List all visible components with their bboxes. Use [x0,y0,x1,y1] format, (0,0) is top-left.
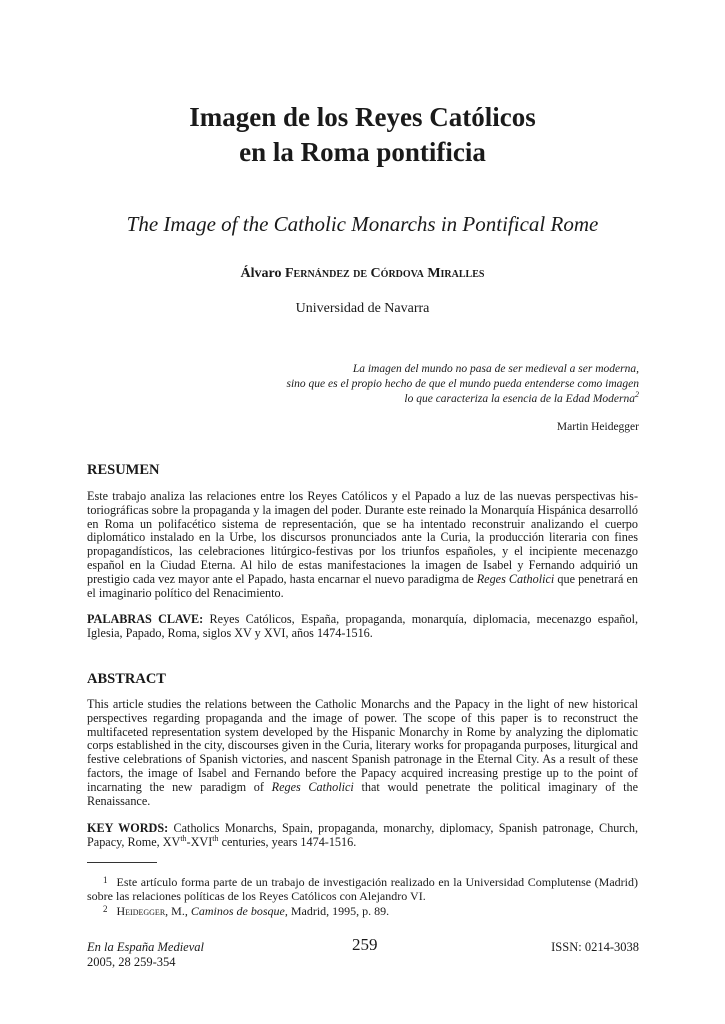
author-first-name: Álvaro [240,266,285,281]
footnote-1-text: Este artículo forma parte de un trabajo de investigación realizado en la Universidad Complutense (Madrid) sobre las relaciones políticas de los Reyes Católicos con Alejandro VI. [87,875,638,903]
key-words-text-2: -XVI [186,834,213,849]
resumen-text-italic: Reges Catholici [476,571,555,586]
key-words-label: KEY WORDS: [87,821,169,835]
issn: ISSN: 0214-3038 [551,940,639,954]
author-affiliation: Universidad de Navarra [295,301,430,316]
abstract-paragraph [87,698,638,808]
footnote-1 [87,873,638,903]
epigraph-footnote-ref[interactable]: 2 [635,390,639,400]
palabras-clave-label: PALABRAS CLAVE: [87,612,204,626]
author-name [0,265,725,283]
palabras-clave-text: Reyes Católicos, España, propaganda, monarquía, diplomacia, mecenazgo español, Iglesia, Papado, Roma, siglos XV y XVI, años 1474-1516. [87,612,639,640]
epigraph-line-1: La imagen del mundo no pasa de ser medieval a ser moderna, [352,363,639,375]
title-line-1: Imagen de los Reyes Católicos [189,102,536,132]
footnote-2-number: 2 [103,904,108,914]
epigraph-line-2: sino que es el propio hecho de que el mundo pueda entenderse como imagen [286,378,639,390]
footnote-2-title: Caminos de bosque [190,904,285,918]
footnote-1-number: 1 [103,875,108,885]
journal-citation [87,940,204,970]
english-title: The Image of the Catholic Monarchs in Pontifical Rome [126,212,599,236]
article-title [0,100,725,170]
author-last-name: Fernández de Córdova Miralles [285,266,485,281]
journal-volume: 2005, 28 259-354 [87,955,176,969]
key-words-text-3: centuries, years 1474-1516. [218,834,357,849]
key-words [87,822,638,850]
footnote-2-mid: , M., [165,904,191,918]
page-number: 259 [352,935,378,954]
key-words-sup-2: th [212,833,219,843]
abstract-text-1: This article studies the relations between the Catholic Monarchs and the Papacy in the light of new historical perspectives regarding propaganda and the image of power. The scope of this paper is to reconstruct the multifaceted representation system developed by the Hispanic Monarchy in Rome by analyzing the diplomatic corps established in the city, discourses given in the Curia, literary works for propaganda purposes, liturgical and festive celebrations of Spanish victories, and nascent Spanish patronage in the Eternal City. As a result of these factors, the image of Isabel and Fernando before the Papacy acquired increasing prestige up to the point of incarnating the new paradigm of [87,697,638,794]
journal-name: En la España Medieval [87,940,204,954]
footnote-2-after: , Madrid, 1995, p. 89. [284,904,390,918]
epigraph-line-3 [219,392,639,407]
epigraph [219,362,639,407]
resumen-paragraph [87,490,638,600]
resumen-text-1: Este trabajo analiza las relaciones entre los Reyes Católicos y el Papado a luz de las nuevas perspectivas historiográficas sobre la propaganda y la imagen del poder. Durante este reinado la Monarquía Hispánica desarrolló en Roma un polifacético sistema de representación, que se ha intentado reconstruir analizando el cuerpo diplomático instalado en la Urbe, los discursos pronunciados ante la Curia, la producción literaria con fines propagandísticos, las celebraciones litúrgico-festivas por los triunfos españoles, y el incipiente mecenazgo español en la Ciudad Eterna. Al hilo de estas manifestaciones la imagen de Isabel y Fernando adquirió un prestigio cada vez mayor ante el Papado, hasta encarnar el nuevo paradigma de [87,489,638,586]
epigraph-line-3-text: lo que caracteriza la esencia de la Edad Moderna [404,393,635,405]
abstract-heading: ABSTRACT [87,671,166,687]
resumen-text-2: que penetrará en el imaginario político del Renacimiento. [87,571,638,600]
title-line-2: en la Roma pontificia [239,137,486,167]
abstract-text-2: that would penetrate the political imaginary of the Renaissance. [87,779,638,808]
abstract-text-italic: Reges Catholici [271,779,354,794]
key-words-sup-1: th [180,833,187,843]
key-words-text-1: Catholics Monarchs, Spain, propaganda, monarchy, diplomacy, Spanish patronage, Church, Papacy, Rome, XV [87,821,638,849]
resumen-heading: RESUMEN [87,462,160,478]
palabras-clave [87,613,638,641]
footnote-2 [87,902,638,918]
footnote-2-author: Heidegger [116,904,166,918]
epigraph-author: Martin Heidegger [556,421,639,433]
footnote-divider [87,862,157,863]
